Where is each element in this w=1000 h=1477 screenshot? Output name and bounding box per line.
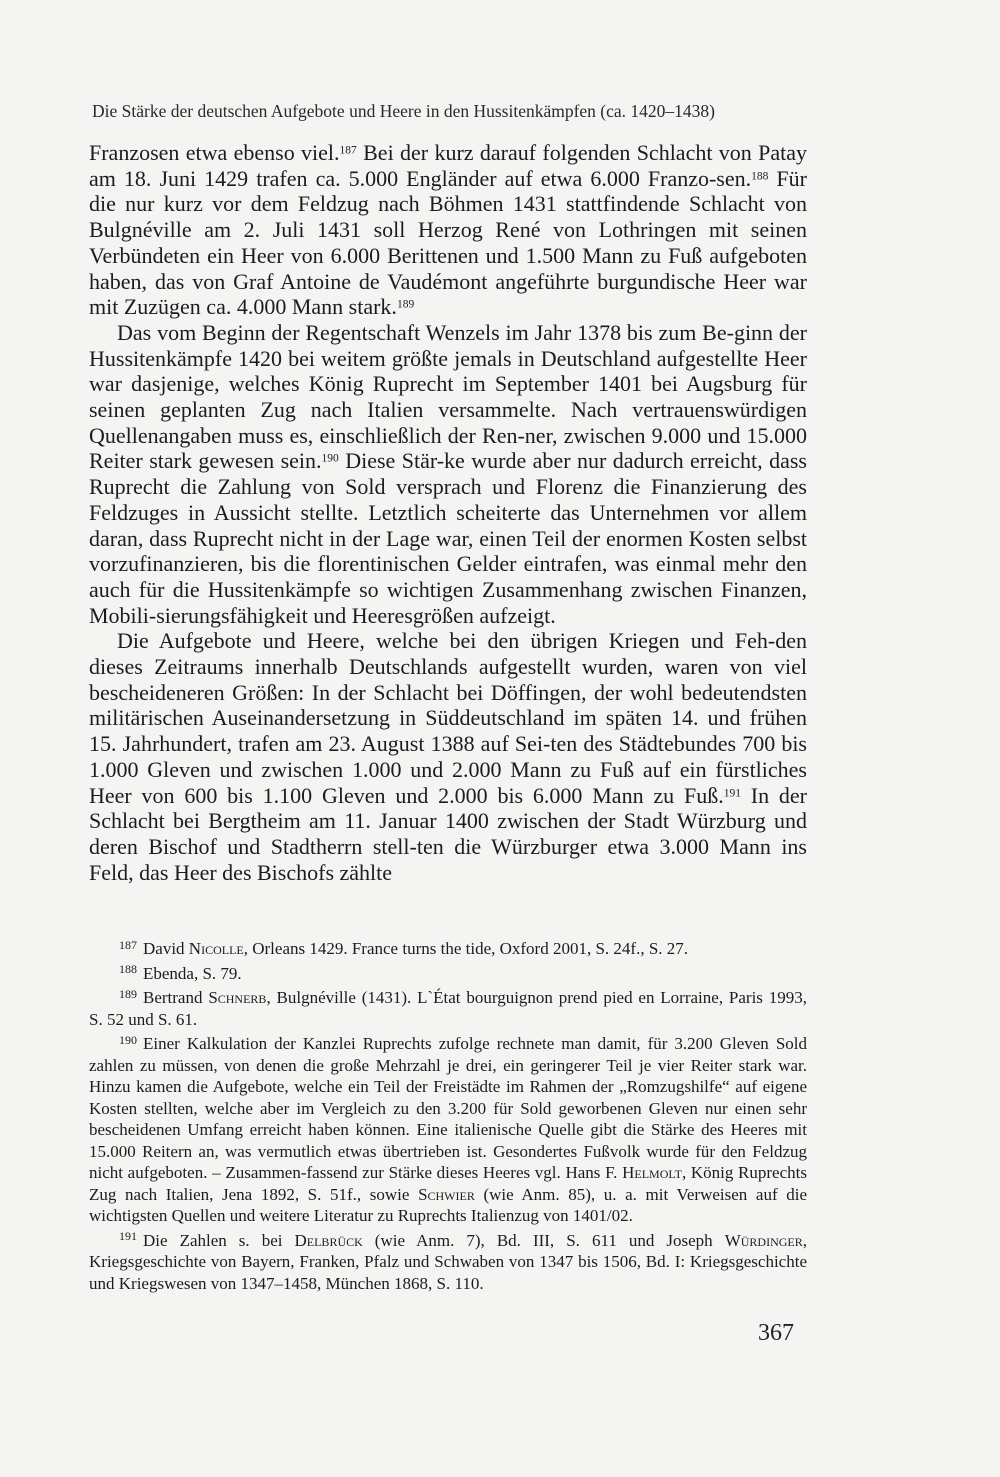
paragraph-text: Die Aufgebote und Heere, welche bei den übrigen Kriegen und Feh-den dieses Zeitraums innerhalb Deutschlands aufgestellt wurden, waren von viel bescheideneren Größen: In der Schlacht bei Döffingen, der wohl bedeutendsten militärischen Auseinandersetzung in Süddeutschland im späten 14. und frühen 15. Jahrhundert, trafen am 23. August 1388 auf Sei-ten des Städtebundes 700 bis 1.000 Gleven und zwischen 1.000 und 2.000 Mann zu Fuß auf ein fürstliches Heer von 600 bis 1.100 Gleven und 2.000 bis 6.000 Mann zu Fuß. [89,628,807,808]
paragraph-2 [89,320,807,628]
footnote-marker-187: 187 [339,144,357,157]
main-text [89,140,807,885]
footnote-text: (wie Anm. 7), Bd. III, S. 611 und Joseph [362,1230,725,1250]
footnote-number: 191 [119,1229,137,1244]
author-name: Schwier [418,1184,475,1204]
footnote-187 [89,938,807,960]
author-name: Nicolle [188,939,244,958]
paragraph-1 [89,140,807,320]
author-name: Würdinger [724,1230,803,1250]
footnote-text: (wie Anm. 85), u. a. mit Verweisen auf die wichtigsten Quellen und weitere Literatur zu Ruprechts Italienzug von 1401/02. [89,1184,807,1225]
footnotes [89,938,807,1297]
author-name: Helmolt [622,1163,682,1182]
footnote-188 [89,963,807,985]
author-name: Delbrück [294,1230,363,1250]
paragraph-text: Diese Stär-ke wurde aber nur dadurch erreicht, dass Ruprecht die Zahlung von Sold versprach und Florenz die Finanzierung des Feldzuges in Aussicht stellte. Letztlich scheiterte das Unternehmen vor allem daran, dass Ruprecht nicht in der Lage war, einen Teil der enormen Kosten selbst vorzufinanzieren, bis die florentinischen Gelder eintrafen, was einmal mehr den auch für die Hussitenkämpfe so wichtigen Zusammenhang zwischen Finanzen, Mobili-sierungsfähigkeit und Heeresgrößen aufzeigt. [89,448,807,628]
paragraph-text: Für die nur kurz vor dem Feldzug nach Böhmen 1431 stattfindende Schlacht von Bulgnéville am 2. Juli 1431 soll Herzog René von Lothringen mit seinen Verbündeten ein Heer von 6.000 Berittenen und 1.500 Mann zu Fuß aufgeboten haben, das von Graf Antoine de Vaudémont angeführte burgundische Heer war mit Zuzügen ca. 4.000 Mann stark. [89,165,807,320]
paragraph-text: Bei der kurz darauf folgenden Schlacht von Patay am 18. Juni 1429 trafen ca. 5.000 Engländer auf etwa 6.000 Franzo-sen. [89,140,808,191]
footnote-text: , König Ruprechts Zug nach Italien, Jena 1892, S. 51f., sowie [89,1163,807,1204]
footnote-189 [89,987,807,1030]
footnote-marker-190: 190 [321,453,339,466]
footnote-marker-189: 189 [396,298,415,311]
author-name: Schnerb [208,988,267,1007]
footnote-number: 188 [119,962,137,977]
paragraph-text: In der Schlacht bei Bergtheim am 11. Januar 1400 zwischen der Stadt Würzburg und deren Bischof und Stadtherrn stell-ten die Würzburger etwa 3.000 Mann ins Feld, das Heer des Bischofs zählte [89,782,807,885]
footnote-191 [89,1230,807,1295]
footnote-number: 189 [119,986,137,1001]
paragraph-text: Franzosen etwa ebenso viel. [89,140,340,165]
footnote-number: 187 [119,937,137,952]
paragraph-text: Das vom Beginn der Regentschaft Wenzels im Jahr 1378 bis zum Be-ginn der Hussitenkämpfe 1420 bei weitem größte jemals in Deutschland aufgestellte Heer war dasjenige, welches König Ruprecht im September 1401 bei Augsburg für seinen geplanten Zug nach Italien versammelte. Nach vertrauenswürdigen Quellenangaben muss es, einschließlich der Ren-ner, zwischen 9.000 und 15.000 Reiter stark gewesen sein. [89,319,807,474]
footnote-marker-191: 191 [723,787,741,800]
footnote-text: Ebenda, S. 79. [143,963,242,983]
footnote-text: David [143,939,189,958]
footnote-text: Die Zahlen s. bei [143,1230,295,1250]
footnote-text: , Orleans 1429. France turns the tide, Oxford 2001, S. 24f., S. 27. [243,939,689,958]
paragraph-3 [89,628,807,885]
footnote-marker-188: 188 [751,170,769,183]
footnote-text: Einer Kalkulation der Kanzlei Ruprechts zufolge rechnete man damit, für 3.200 Gleven Sold zahlen zu müssen, von denen die große Mehrzahl je drei, ein geringerer Teil je vier Reiter stark war. Hinzu kamen die Aufgebote, welche ein Teil der Freistädte im Rahmen der „Romzugshilfe“ auf eigene Kosten stellten, welche aber im Vergleich zu den 3.200 für Sold geworbenen Gleven nur einen sehr bescheidenen Umfang erreicht haben können. Eine italienische Quelle gibt die Stärke des Heeres mit 15.000 Reitern an, was vermutlich etwas übertrieben ist. Gesondertes Fußvolk wurde für den Feldzug nicht aufgeboten. – Zusammen-fassend zur Stärke dieses Heeres vgl. Hans F. [89,1034,807,1182]
running-head: Die Stärke der deutschen Aufgebote und Heere in den Hussitenkämpfen (ca. 1420–1438) [92,101,716,121]
footnote-text: , Bulgnéville (1431). L`État bourguignon prend pied en Lorraine, Paris 1993, S. 52 und S. 61. [89,988,807,1029]
footnote-190 [89,1033,807,1227]
footnote-text: , Kriegsgeschichte von Bayern, Franken, Pfalz und Schwaben von 1347 bis 1506, Bd. I: Kriegsgeschichte und Kriegswesen von 1347–1458, München 1868, S. 110. [89,1230,807,1293]
footnote-number: 190 [119,1032,137,1047]
footnote-text: Bertrand [143,988,209,1007]
page-number: 367 [758,1320,794,1346]
